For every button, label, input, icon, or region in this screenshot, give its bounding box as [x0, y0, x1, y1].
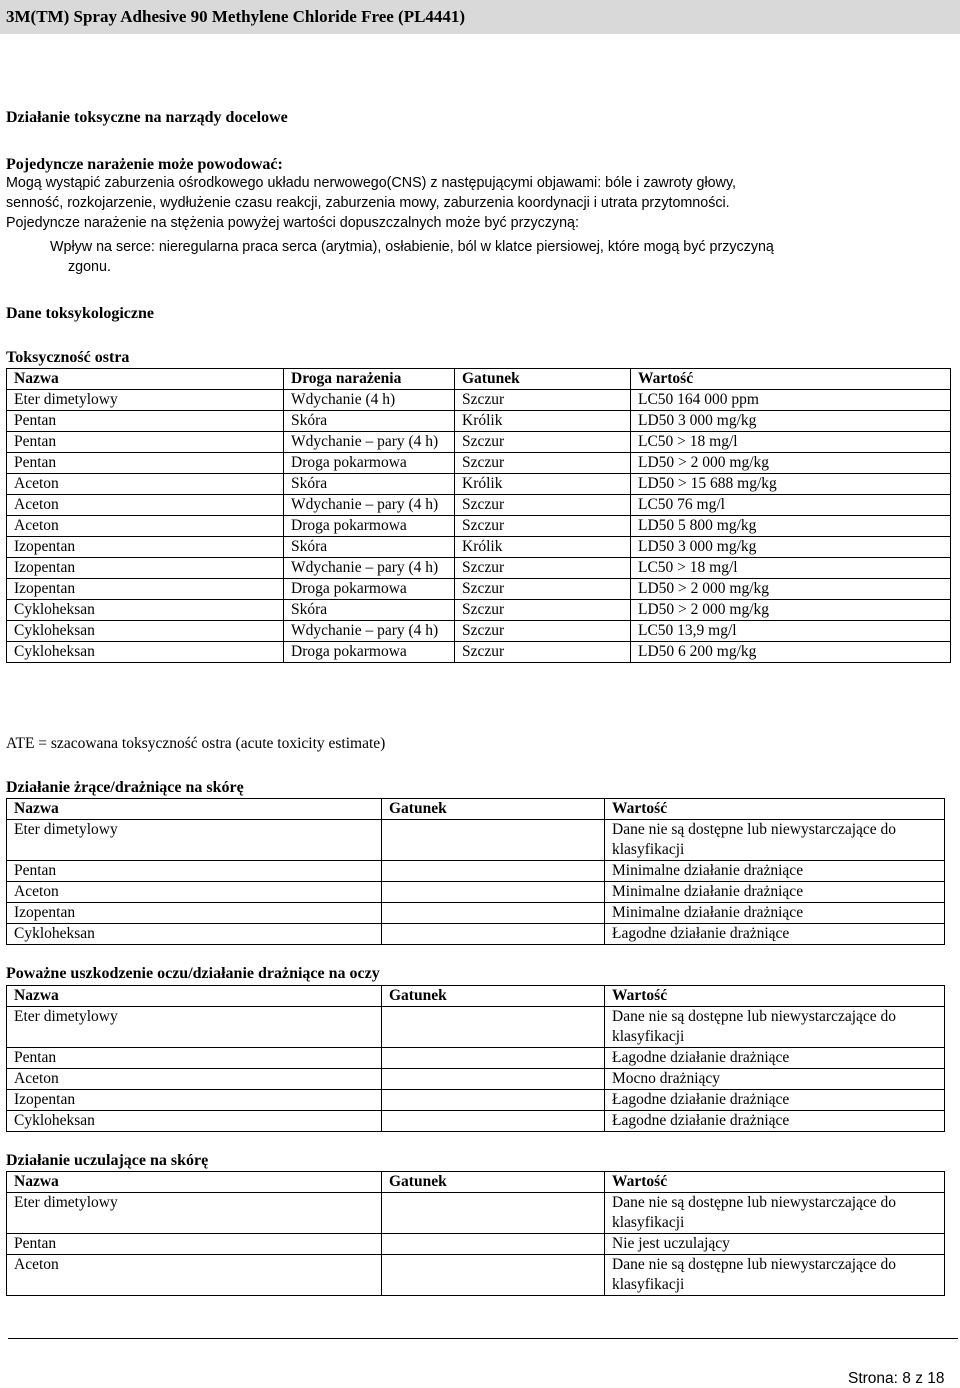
table-cell: [382, 1048, 605, 1069]
table-row: [7, 1255, 945, 1296]
table-row: [7, 1234, 945, 1255]
table-cell: LD50 3 000 mg/kg: [631, 411, 951, 432]
stot-text-line: zgonu.: [68, 259, 111, 275]
table-cell: Izopentan: [7, 558, 284, 579]
table-cell: Wdychanie – pary (4 h): [284, 621, 455, 642]
table-cell: Pentan: [7, 1234, 382, 1255]
table-cell: Skóra: [284, 537, 455, 558]
table-cell: [382, 1007, 605, 1048]
table-cell: Aceton: [7, 516, 284, 537]
table-cell: LC50 13,9 mg/l: [631, 621, 951, 642]
column-header: Gatunek: [382, 986, 605, 1007]
column-header: Nazwa: [7, 369, 284, 390]
table-cell: Dane nie są dostępne lub niewystarczające do klasyfikacji: [605, 820, 945, 861]
table-cell: [382, 882, 605, 903]
table-row: [7, 1111, 945, 1132]
document-title: 3M(TM) Spray Adhesive 90 Methylene Chloride Free (PL4441): [6, 7, 466, 26]
table-cell: LC50 > 18 mg/l: [631, 432, 951, 453]
table-cell: Eter dimetylowy: [7, 820, 382, 861]
table-cell: [382, 1111, 605, 1132]
table-cell: Cykloheksan: [7, 1111, 382, 1132]
skin-corrosion-table: [6, 798, 945, 945]
table-row: [7, 453, 951, 474]
skin-sensitization-table: [6, 1171, 945, 1296]
table-cell: Droga pokarmowa: [284, 642, 455, 663]
table-cell: Aceton: [7, 882, 382, 903]
document-header: [0, 0, 960, 34]
table-cell: Pentan: [7, 1048, 382, 1069]
column-header: Droga narażenia: [284, 369, 455, 390]
table-cell: Dane nie są dostępne lub niewystarczające do klasyfikacji: [605, 1193, 945, 1234]
table-cell: Eter dimetylowy: [7, 1193, 382, 1234]
table-cell: [382, 924, 605, 945]
table-cell: Aceton: [7, 1255, 382, 1296]
table-cell: Skóra: [284, 411, 455, 432]
table-header-row: [7, 1172, 945, 1193]
column-header: Nazwa: [7, 1172, 382, 1193]
acute-toxicity-table: [6, 368, 951, 663]
stot-text-line: Mogą wystąpić zaburzenia ośrodkowego układu nerwowego(CNS) z następującymi objawami: bóle i zawroty głowy,: [6, 175, 737, 191]
table-row: [7, 1007, 945, 1048]
table-cell: Cykloheksan: [7, 621, 284, 642]
table-row: [7, 558, 951, 579]
table-row: [7, 495, 951, 516]
column-header: Nazwa: [7, 799, 382, 820]
table-cell: Szczur: [455, 621, 631, 642]
table-cell: Minimalne działanie drażniące: [605, 861, 945, 882]
table-cell: Aceton: [7, 1069, 382, 1090]
tox-data-heading: Dane toksykologiczne: [6, 305, 154, 322]
table-cell: Szczur: [455, 642, 631, 663]
table-cell: Szczur: [455, 453, 631, 474]
single-exposure-heading: Pojedyncze narażenie może powodować:: [6, 156, 283, 173]
footer-divider: [8, 1338, 958, 1339]
stot-text-line: Wpływ na serce: nieregularna praca serca (arytmia), osłabienie, ból w klatce piersiowej, które mogą być przyczyną: [50, 239, 774, 255]
table-row: [7, 474, 951, 495]
table-cell: Szczur: [455, 600, 631, 621]
column-header: Wartość: [605, 986, 945, 1007]
table-cell: Wdychanie – pary (4 h): [284, 495, 455, 516]
table-row: [7, 1069, 945, 1090]
table-cell: Nie jest uczulający: [605, 1234, 945, 1255]
table-cell: LC50 164 000 ppm: [631, 390, 951, 411]
eye-damage-table: [6, 985, 945, 1132]
table-cell: Łagodne działanie drażniące: [605, 1048, 945, 1069]
table-row: [7, 432, 951, 453]
table-cell: [382, 1193, 605, 1234]
table-cell: [382, 1255, 605, 1296]
table-row: [7, 600, 951, 621]
table-cell: Izopentan: [7, 579, 284, 600]
table-row: [7, 820, 945, 861]
table-cell: Szczur: [455, 390, 631, 411]
table-cell: Eter dimetylowy: [7, 390, 284, 411]
column-header: Wartość: [605, 799, 945, 820]
table-row: [7, 903, 945, 924]
table-cell: LD50 > 2 000 mg/kg: [631, 579, 951, 600]
table-cell: Izopentan: [7, 1090, 382, 1111]
table-row: [7, 390, 951, 411]
table-cell: Szczur: [455, 579, 631, 600]
table-row: [7, 642, 951, 663]
column-header: Nazwa: [7, 986, 382, 1007]
table-cell: LD50 3 000 mg/kg: [631, 537, 951, 558]
table-cell: Cykloheksan: [7, 924, 382, 945]
column-header: Wartość: [605, 1172, 945, 1193]
table-cell: Wdychanie – pary (4 h): [284, 558, 455, 579]
table-row: [7, 924, 945, 945]
table-cell: Skóra: [284, 600, 455, 621]
table-row: [7, 1193, 945, 1234]
table-cell: [382, 861, 605, 882]
stot-text-line: senność, rozkojarzenie, wydłużenie czasu reakcji, zaburzenia mowy, zaburzenia koordynacji i utrata przytomności.: [6, 195, 730, 211]
table-row: [7, 1090, 945, 1111]
table-cell: Droga pokarmowa: [284, 453, 455, 474]
table-cell: Minimalne działanie drażniące: [605, 903, 945, 924]
table-cell: Dane nie są dostępne lub niewystarczające do klasyfikacji: [605, 1007, 945, 1048]
table-row: [7, 579, 951, 600]
table-cell: [382, 820, 605, 861]
table-cell: Szczur: [455, 516, 631, 537]
table-cell: LD50 > 2 000 mg/kg: [631, 453, 951, 474]
table-cell: [382, 1090, 605, 1111]
table-row: [7, 861, 945, 882]
table-header-row: [7, 986, 945, 1007]
table-row: [7, 537, 951, 558]
table-cell: Wdychanie – pary (4 h): [284, 432, 455, 453]
table-cell: LD50 > 15 688 mg/kg: [631, 474, 951, 495]
table-cell: Aceton: [7, 474, 284, 495]
table-cell: LC50 > 18 mg/l: [631, 558, 951, 579]
table-cell: Królik: [455, 474, 631, 495]
table-cell: Mocno drażniący: [605, 1069, 945, 1090]
table-cell: Droga pokarmowa: [284, 516, 455, 537]
table-cell: Skóra: [284, 474, 455, 495]
table-cell: Dane nie są dostępne lub niewystarczające do klasyfikacji: [605, 1255, 945, 1296]
table-cell: Królik: [455, 537, 631, 558]
table-cell: Pentan: [7, 453, 284, 474]
table-cell: Eter dimetylowy: [7, 1007, 382, 1048]
table-cell: Pentan: [7, 411, 284, 432]
stot-text-line: Pojedyncze narażenie na stężenia powyżej wartości dopuszczalnych może być przyczyną:: [6, 215, 579, 231]
column-header: Gatunek: [382, 1172, 605, 1193]
table-row: [7, 411, 951, 432]
table-cell: Łagodne działanie drażniące: [605, 924, 945, 945]
table-cell: LD50 5 800 mg/kg: [631, 516, 951, 537]
column-header: Gatunek: [382, 799, 605, 820]
skin-corrosion-heading: Działanie żrące/drażniące na skórę: [6, 779, 244, 796]
table-cell: LC50 76 mg/l: [631, 495, 951, 516]
table-cell: LD50 > 2 000 mg/kg: [631, 600, 951, 621]
table-cell: [382, 1234, 605, 1255]
table-cell: Łagodne działanie drażniące: [605, 1090, 945, 1111]
table-row: [7, 1048, 945, 1069]
table-cell: LD50 6 200 mg/kg: [631, 642, 951, 663]
table-cell: [382, 1069, 605, 1090]
table-cell: Wdychanie (4 h): [284, 390, 455, 411]
table-header-row: [7, 799, 945, 820]
table-cell: Aceton: [7, 495, 284, 516]
table-cell: Izopentan: [7, 537, 284, 558]
table-cell: Cykloheksan: [7, 642, 284, 663]
table-cell: Droga pokarmowa: [284, 579, 455, 600]
skin-sensitization-heading: Działanie uczulające na skórę: [6, 1152, 209, 1169]
table-cell: Izopentan: [7, 903, 382, 924]
table-cell: Szczur: [455, 558, 631, 579]
acute-toxicity-heading: Toksyczność ostra: [6, 349, 130, 366]
column-header: Wartość: [631, 369, 951, 390]
table-cell: Pentan: [7, 861, 382, 882]
page-number: Strona: 8 z 18: [848, 1370, 945, 1387]
table-cell: Szczur: [455, 432, 631, 453]
ate-note: ATE = szacowana toksyczność ostra (acute toxicity estimate): [6, 735, 386, 752]
table-cell: Pentan: [7, 432, 284, 453]
eye-damage-heading: Poważne uszkodzenie oczu/działanie drażniące na oczy: [6, 965, 380, 982]
stot-heading: Działanie toksyczne na narządy docelowe: [6, 109, 288, 126]
table-row: [7, 882, 945, 903]
table-cell: Królik: [455, 411, 631, 432]
table-cell: Cykloheksan: [7, 600, 284, 621]
table-cell: Szczur: [455, 495, 631, 516]
table-cell: Łagodne działanie drażniące: [605, 1111, 945, 1132]
table-row: [7, 621, 951, 642]
table-header-row: [7, 369, 951, 390]
table-row: [7, 516, 951, 537]
column-header: Gatunek: [455, 369, 631, 390]
table-cell: Minimalne działanie drażniące: [605, 882, 945, 903]
table-cell: [382, 903, 605, 924]
